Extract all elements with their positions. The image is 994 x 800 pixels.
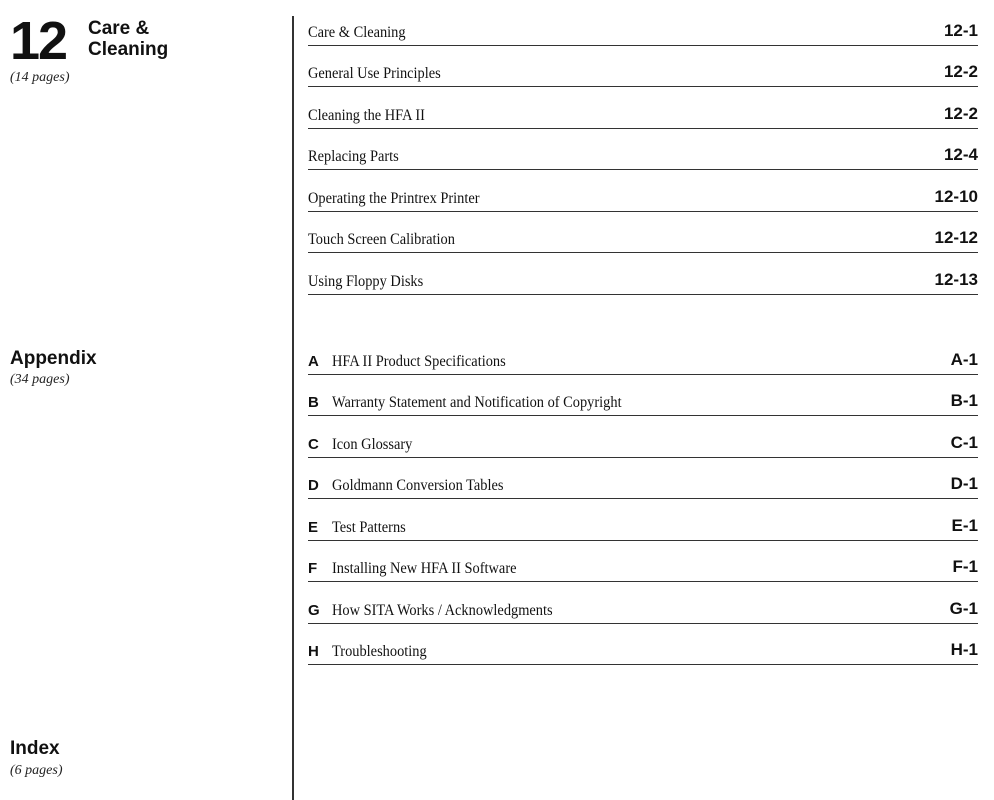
toc-row[interactable] [308,416,978,458]
toc-entry-page: 12-1 [943,20,978,40]
appendix-letter: D [308,477,319,494]
toc-row[interactable] [308,129,978,171]
toc-entry-page: A-1 [950,349,978,369]
toc-entry-page: D-1 [950,474,978,493]
toc-row[interactable] [308,624,978,666]
toc-entry-page: 12-12 [934,228,978,247]
toc-entry-title: HFA II Product Specifications [332,352,506,370]
toc-entry-page: 12-4 [943,145,978,164]
toc-entry-page: 12-2 [943,103,978,123]
toc-row[interactable] [308,87,978,129]
toc-row[interactable] [308,212,978,254]
toc-row[interactable] [308,4,978,46]
chapter-title-line-1: Care & [88,18,150,39]
toc-row[interactable] [308,170,978,212]
toc-entry-title: Icon Glossary [332,435,413,453]
chapter-title-line-2: Cleaning [88,39,169,60]
appendix-heading: Appendix [10,348,97,369]
index-pages-note: (6 pages) [10,763,63,778]
toc-entry-title: Goldmann Conversion Tables [332,477,504,494]
appendix-pages-note: (34 pages) [10,372,70,387]
toc-row[interactable] [308,499,978,541]
toc-row[interactable] [308,253,978,295]
toc-row[interactable] [308,458,978,500]
chapter-title [88,18,168,60]
toc-entry-page: E-1 [951,515,978,535]
toc-entry-page: 12-2 [943,62,978,81]
appendix-letter: B [308,394,319,411]
appendix-letter: C [308,435,319,453]
toc-entry-page: C-1 [950,432,978,452]
toc-entry-title: General Use Principles [308,65,441,82]
appendix-letter: E [308,518,319,536]
toc-row[interactable] [308,541,978,583]
toc-entry-page: B-1 [950,391,978,410]
toc-entry-title: Warranty Statement and Notification of Copyright [332,394,622,411]
toc-entry-title: Cleaning the HFA II [308,106,425,124]
appendix-letter: H [308,643,319,660]
toc-entry-title: Replacing Parts [308,148,399,165]
chapter-number: 12 [10,11,67,71]
toc-entry-page: F-1 [952,557,978,576]
toc-entry-title: Care & Cleaning [308,23,406,41]
toc-entry-title: Using Floppy Disks [308,272,424,290]
index-heading: Index [10,738,60,759]
toc-entry-title: Installing New HFA II Software [332,560,517,577]
toc-entry-page: H-1 [950,640,978,659]
toc-entry-page: 12-10 [934,186,978,206]
appendix-letter: G [308,601,320,619]
chapter-toc-list [308,4,978,295]
toc-entry-page: 12-13 [934,269,978,289]
toc-row[interactable] [308,375,978,417]
toc-entry-page: G-1 [949,598,978,618]
toc-row[interactable] [308,46,978,88]
toc-entry-title: How SITA Works / Acknowledgments [332,601,553,619]
toc-entry-title: Operating the Printrex Printer [308,189,480,207]
appendix-letter: F [308,560,318,577]
column-divider [292,16,294,800]
chapter-pages-note: (14 pages) [10,70,70,85]
toc-entry-title: Troubleshooting [332,643,427,660]
toc-entry-title: Touch Screen Calibration [308,231,455,248]
appendix-toc-list [308,333,978,665]
toc-entry-title: Test Patterns [332,518,406,536]
toc-row[interactable] [308,582,978,624]
toc-row[interactable] [308,333,978,375]
appendix-letter: A [308,352,319,370]
